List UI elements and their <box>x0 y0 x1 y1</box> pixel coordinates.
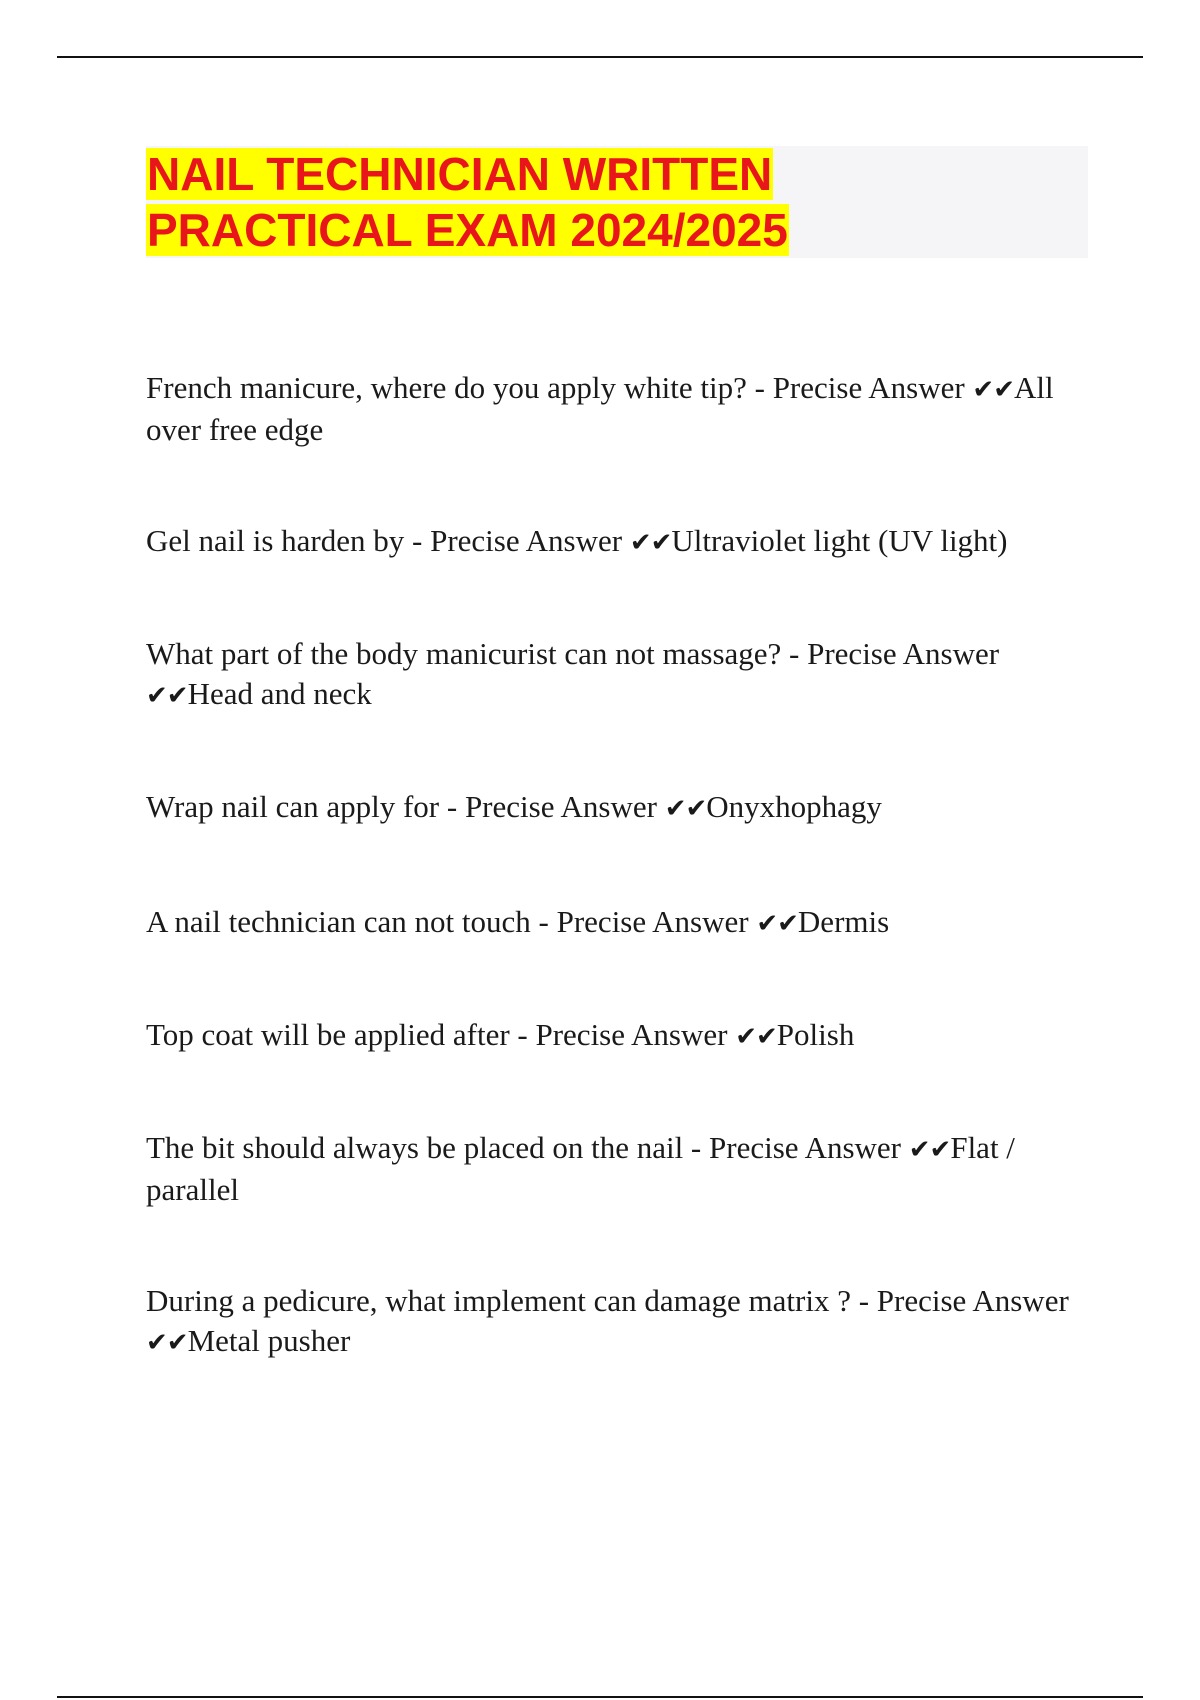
question-text: A nail technician can not touch - Precise Answer <box>146 904 757 939</box>
answer-text: Flat / parallel <box>146 1130 1015 1207</box>
double-check-icon: ✔✔ <box>146 681 188 711</box>
question-text: During a pedicure, what implement can damage matrix ? - Precise Answer <box>146 1283 1069 1318</box>
answer-text: Polish <box>776 1017 855 1052</box>
answer-text: Head and neck <box>187 676 372 711</box>
double-check-icon: ✔✔ <box>664 794 707 824</box>
qa-item <box>146 521 1086 563</box>
qa-item <box>146 787 1086 829</box>
qa-item <box>146 1015 1086 1057</box>
answer-text: Onyxhophagy <box>706 789 882 824</box>
question-text: The bit should always be placed on the nail - Precise Answer <box>146 1130 909 1165</box>
answer-text: All over free edge <box>146 370 1054 447</box>
question-text: French manicure, where do you apply white tip? - Precise Answer <box>146 370 973 405</box>
bottom-rule <box>57 1696 1143 1698</box>
title-line-1: NAIL TECHNICIAN WRITTEN <box>147 148 773 200</box>
qa-item <box>146 902 1086 944</box>
top-rule <box>57 56 1143 58</box>
document-title <box>146 146 1088 258</box>
qa-item <box>146 368 1086 450</box>
answer-text: Ultraviolet light (UV light) <box>671 523 1008 558</box>
qa-item <box>146 634 1086 716</box>
qa-item <box>146 1128 1086 1210</box>
question-text: What part of the body manicurist can not massage? - Precise Answer <box>146 636 1000 671</box>
double-check-icon: ✔✔ <box>908 1135 951 1165</box>
title-line-2: PRACTICAL EXAM 2024/2025 <box>147 204 788 256</box>
question-text: Top coat will be applied after - Precise Answer <box>146 1017 736 1052</box>
double-check-icon: ✔✔ <box>629 528 672 558</box>
title-block <box>146 146 1088 258</box>
answer-text: Metal pusher <box>187 1323 351 1358</box>
double-check-icon: ✔✔ <box>146 1328 188 1358</box>
answer-text: Dermis <box>797 904 890 939</box>
question-text: Gel nail is harden by - Precise Answer <box>146 523 630 558</box>
qa-item <box>146 1281 1086 1363</box>
double-check-icon: ✔✔ <box>735 1022 777 1052</box>
question-text: Wrap nail can apply for - Precise Answer <box>146 789 665 824</box>
double-check-icon: ✔✔ <box>972 375 1014 405</box>
double-check-icon: ✔✔ <box>756 909 798 939</box>
